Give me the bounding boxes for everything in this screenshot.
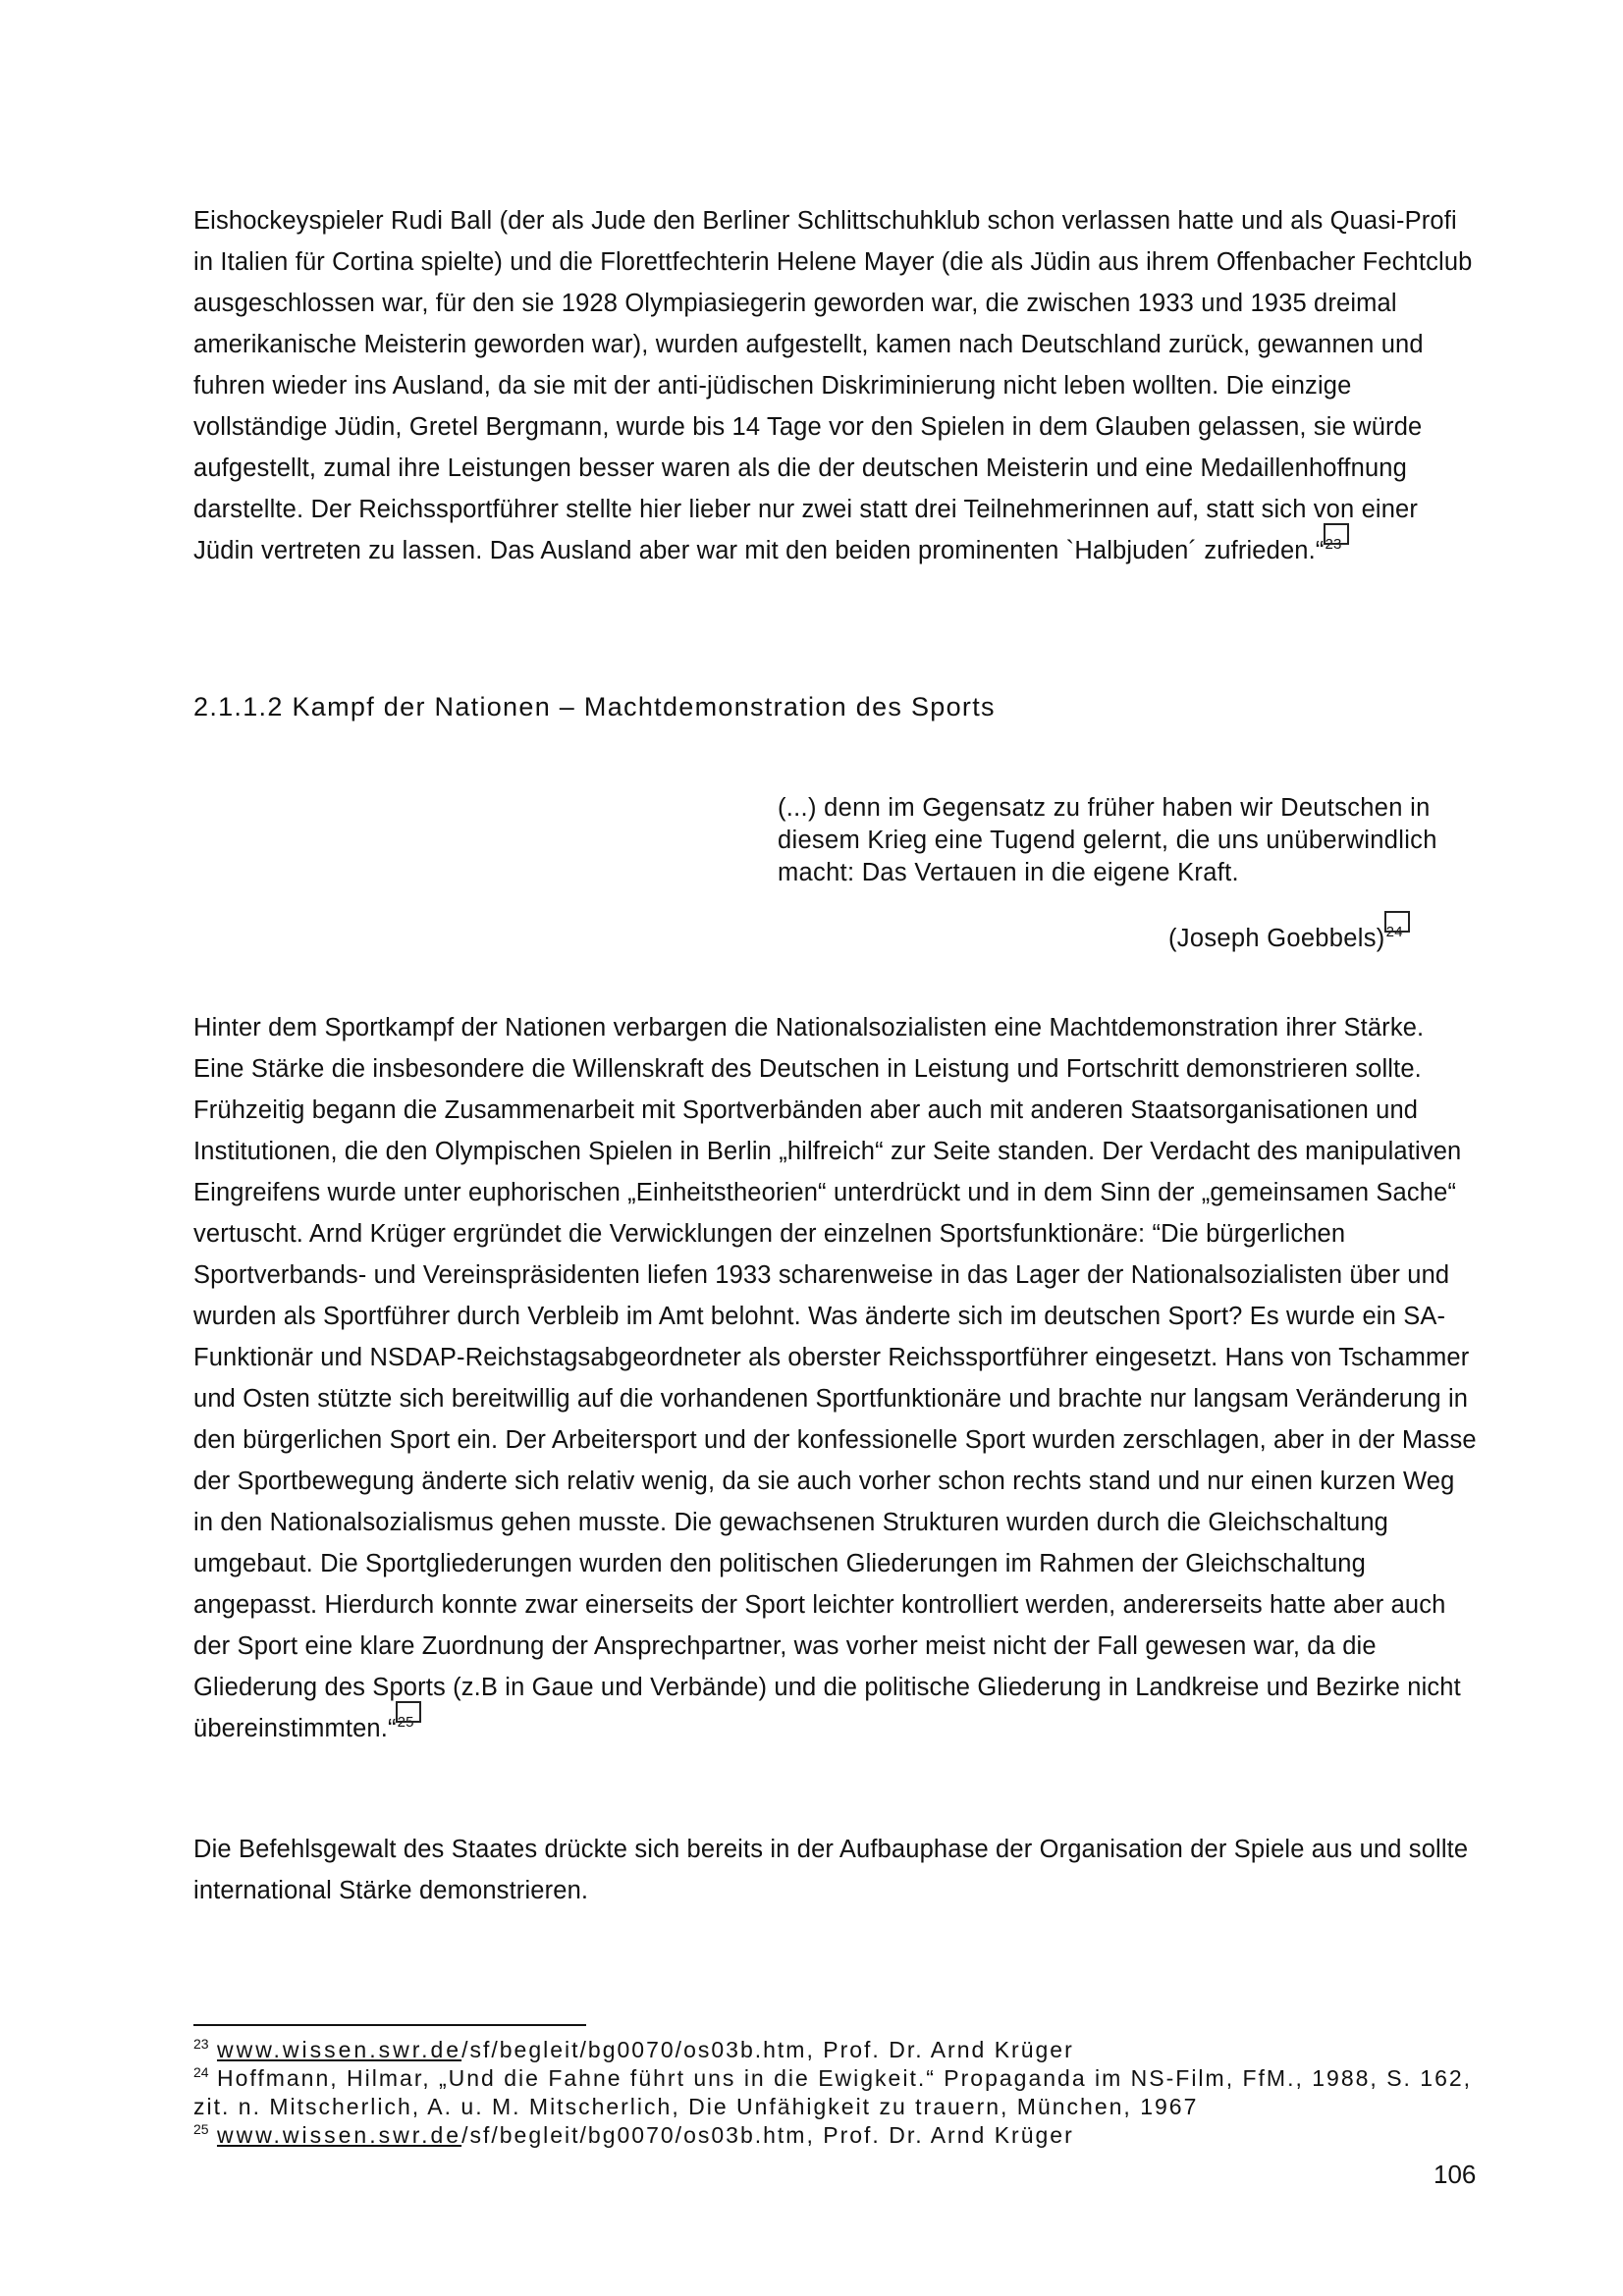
body-paragraph-3: Die Befehlsgewalt des Staates drückte sich bereits in der Aufbauphase der Organisation der Spiele aus und sollte international Stärke demonstrieren. xyxy=(193,1836,1469,1904)
footnotes xyxy=(193,2036,1489,2150)
footnote-text: Hoffmann, Hilmar, „Und die Fahne führt uns in die Ewigkeit.“ Propaganda im NS-Film, FfM., 1988, S. 162, zit. n. Mitscherlich, A. u. M. Mitscherlich, Die Unfähigkeit zu trauern, München, 1967 xyxy=(193,2065,1473,2119)
body-paragraph-2 xyxy=(193,1007,1480,1749)
footnote-text: /sf/begleit/bg0070/os03b.htm, Prof. Dr. Arnd Krüger xyxy=(461,2122,1074,2148)
paragraph-2-text: Hinter dem Sportkampf der Nationen verbargen die Nationalsozialisten eine Machtdemonstration ihrer Stärke. Eine Stärke die insbesondere die Willenskraft des Deutschen in Leistung und Fortschritt demonstrieren sollte. Frühzeitig begann die Zusammenarbeit mit Sportverbänden aber auch mit anderen Staatsorganisationen und Institutionen, die den Olympischen Spielen in Berlin „hilfreich“ zur Seite standen. Der Verdacht des manipulativen Eingreifens wurde unter euphorischen „Einheitstheorien“ unterdrückt und in dem Sinn der „gemeinsamen Sache“ vertuscht. Arnd Krüger ergründet die Verwicklungen der einzelnen Sportsfunktionäre: “Die bürgerlichen Sportverbands- und Vereinspräsidenten liefen 1933 scharenweise in das Lager der Nationalsozialisten über und wurden als Sportführer durch Verbleib im Amt belohnt. Was änderte sich im deutschen Sport? Es wurde ein SA-Funktionär und NSDAP-Reichstagsabgeordneter als oberster Reichssportführer eingesetzt. Hans von Tschammer und Osten stützte sich bereitwillig auf die vorhandenen Sportfunktionäre und brachte nur langsam Veränderung in den bürgerlichen Sport ein. Der Arbeitersport und der konfessionelle Sport wurden zerschlagen, aber in der Masse der Sportbewegung änderte sich relativ wenig, da sie auch vorher schon rechts stand und nur einen kurzen Weg in den Nationalsozialismus gehen musste. Die gewachsenen Strukturen wurden durch die Gleichschaltung umgebaut. Die Sportgliederungen wurden den politischen Gliederungen im Rahmen der Gleichschaltung angepasst. Hierdurch konnte zwar einerseits der Sport leichter kontrolliert werden, andererseits hatte aber auch der Sport eine klare Zuordnung der Ansprechpartner, was vorher meist nicht der Fall gewesen war, da die Gliederung des Sports (z.B in Gaue und Verbände) und die politische Gliederung in Landkreise und Bezirke nicht übereinstimmten.“ xyxy=(193,1014,1477,1742)
footnote-number: 25 xyxy=(193,2121,209,2137)
footnote-ref-23[interactable]: 23 xyxy=(1325,536,1342,553)
footnote-ref-24[interactable]: 24 xyxy=(1385,924,1403,940)
body-paragraph-1 xyxy=(193,200,1480,571)
footnote-link[interactable]: www.wissen.swr.de xyxy=(216,2122,462,2148)
paragraph-1-text: Eishockeyspieler Rudi Ball (der als Jude den Berliner Schlittschuhklub schon verlassen hatte und als Quasi-Profi in Italien für Cortina spielte) und die Florettfechterin Helene Mayer (die als Jüdin aus ihrem Offenbacher Fechtclub ausgeschlossen war, für den sie 1928 Olympiasiegerin geworden war, die zwischen 1933 und 1935 dreimal amerikanische Meisterin geworden war), wurden aufgestellt, kamen nach Deutschland zurück, gewannen und fuhren wieder ins Ausland, da sie mit der anti-jüdischen Diskriminierung nicht leben wollten. Die einzige vollständige Jüdin, Gretel Bergmann, wurde bis 14 Tage vor den Spielen in dem Glauben gelassen, sie würde aufgestellt, zumal ihre Leistungen besser waren als die der deutschen Meisterin und eine Medaillenhoffnung darstellte. Der Reichssportführer stellte hier lieber nur zwei statt drei Teilnehmerinnen auf, statt sich von einer Jüdin vertreten zu lassen. Das Ausland aber war mit den beiden prominenten `Halbjuden´ zufrieden.“ xyxy=(193,207,1473,564)
page-number: 106 xyxy=(1434,2160,1477,2189)
footnote-23 xyxy=(193,2036,1489,2064)
footnote-24 xyxy=(193,2064,1489,2121)
footnote-text: /sf/begleit/bg0070/os03b.htm, Prof. Dr. Arnd Krüger xyxy=(461,2037,1074,2062)
epigraph-author xyxy=(1168,923,1403,955)
footnote-ref-25[interactable]: 25 xyxy=(397,1714,414,1731)
footnote-divider xyxy=(193,2024,586,2026)
footnote-number: 23 xyxy=(193,2036,209,2052)
section-heading: 2.1.1.2 Kampf der Nationen – Machtdemonstration des Sports xyxy=(193,692,996,721)
footnote-number: 24 xyxy=(193,2064,209,2080)
epigraph-author-text: (Joseph Goebbels) xyxy=(1168,925,1385,952)
footnote-link[interactable]: www.wissen.swr.de xyxy=(216,2037,462,2062)
footnote-25 xyxy=(193,2121,1489,2150)
epigraph-quote: (...) denn im Gegensatz zu früher haben wir Deutschen in diesem Krieg eine Tugend gelernt, die uns unüberwindlich macht: Das Vertauen in die eigene Kraft. xyxy=(778,794,1437,886)
